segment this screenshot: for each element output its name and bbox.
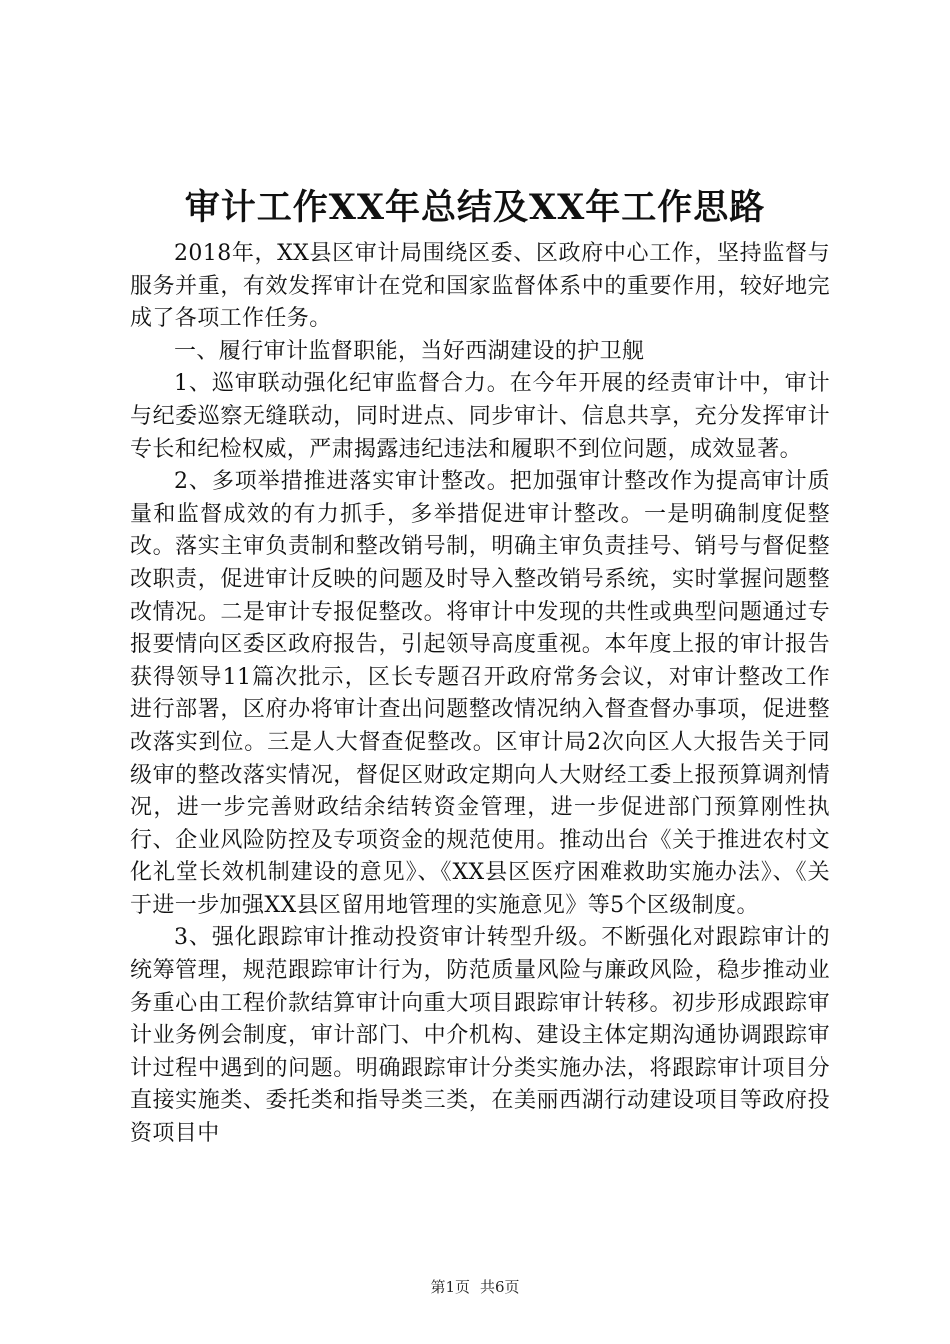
paragraph-item-2: 2、多项举措推进落实审计整改。把加强审计整改作为提高审计质量和监督成效的有力抓手，多举措促进审计整改。一是明确制度促整改。落实主审负责制和整改销号制，明确主审负责挂号、销号与督促整改职责，促进审计反映的问题及时导入整改销号系统，实时掌握问题整改情况。二是审计专报促整改。将审计中发现的共性或典型问题通过专报要情向区委区政府报告，引起领导高度重视。本年度上报的审计报告获得领导11篇次批示，区长专题召开政府常务会议，对审计整改工作进行部署，区府办将审计查出问题整改情况纳入督查督办事项，促进整改落实到位。三是人大督查促整改。区审计局2次向区人大报告关于同级审的整改落实情况，督促区财政定期向人大财经工委上报预算调剂情况，进一步完善财政结余结转资金管理，进一步促进部门预算刚性执行、企业风险防控及专项资金的规范使用。推动出台《关于推进农村文化礼堂长效机制建设的意见》、《XX县区医疗困难救助实施办法》、《关于进一步加强XX县区留用地管理的实施意见》等5个区级制度。 [130, 469, 830, 918]
page-total: 共6页 [480, 1278, 520, 1296]
paragraph-item-1: 1、巡审联动强化纪审监督合力。在今年开展的经责审计中，审计与纪委巡察无缝联动，同时进点、同步审计、信息共享，充分发挥审计专长和纪检权威，严肃揭露违纪违法和履职不到位问题，成效显著。 [130, 371, 830, 462]
paragraph-item-3: 3、强化跟踪审计推动投资审计转型升级。不断强化对跟踪审计的统筹管理，规范跟踪审计行为，防范质量风险与廉政风险，稳步推动业务重心由工程价款结算审计向重大项目跟踪审计转移。初步形成跟踪审计业务例会制度，审计部门、中介机构、建设主体定期沟通协调跟踪审计过程中遇到的问题。明确跟踪审计分类实施办法，将跟踪审计项目分直接实施类、委托类和指导类三类，在美丽西湖行动建设项目等政府投资项目中 [130, 925, 830, 1147]
paragraph-intro: 2018年，XX县区审计局围绕区委、区政府中心工作，坚持监督与服务并重，有效发挥审计在党和国家监督体系中的重要作用，较好地完成了各项工作任务。 [130, 241, 830, 332]
section-heading-1: 一、履行审计监督职能，当好西湖建设的护卫舰 [174, 338, 645, 364]
page-number: 第1页 [430, 1278, 470, 1296]
document-title: 审计工作XX年总结及XX年工作思路 [184, 187, 766, 228]
document-body [130, 238, 830, 1151]
page-footer [0, 1277, 950, 1297]
